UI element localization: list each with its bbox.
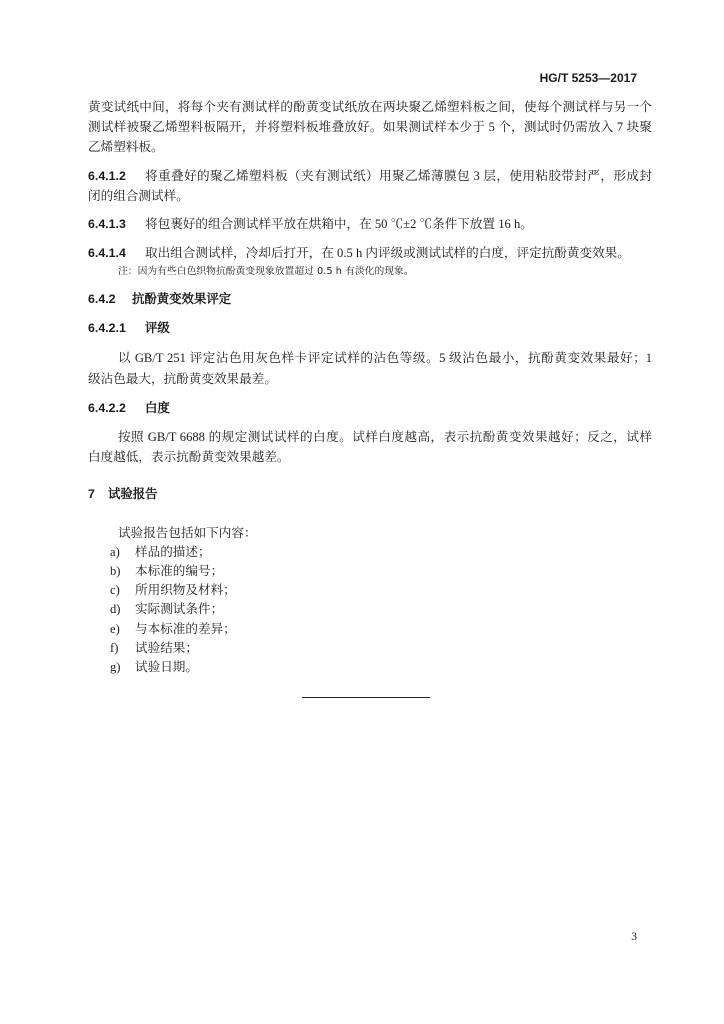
clause-text-line: 闭的组合测试样。 bbox=[88, 189, 189, 203]
section-title: 试验报告 bbox=[108, 487, 158, 501]
list-item-marker: g) bbox=[110, 660, 121, 674]
list-item-marker: d) bbox=[110, 602, 121, 616]
clause-number: 6.4.1.2 bbox=[88, 169, 126, 183]
clause-number: 6.4.2.1 bbox=[88, 321, 126, 335]
clause-text-line: 将重叠好的聚乙烯塑料板（夹有测试纸）用聚乙烯薄膜包 3 层，使用粘胶带封严，形成封 bbox=[145, 169, 652, 183]
list-item: 试验结果； bbox=[135, 641, 198, 655]
list-item-marker: f) bbox=[110, 641, 119, 655]
clause-text-line: 取出组合测试样，冷却后打开，在 0.5 h 内评级或测试试样的白度，评定抗酚黄变效果。 bbox=[145, 246, 630, 260]
list-item-marker: c) bbox=[110, 583, 120, 597]
clause-title: 抗酚黄变效果评定 bbox=[132, 292, 232, 306]
paragraph-line: 按照 GB/T 6688 的规定测试试样的白度。试样白度越高，表示抗酚黄变效果越好；反之，试样 bbox=[118, 430, 652, 444]
paragraph-line: 测试样被聚乙烯塑料板隔开，并将塑料板堆叠放好。如果测试样本少于 5 个，测试时仍需放入 7 块聚 bbox=[88, 120, 653, 134]
list-item: 与本标准的差异； bbox=[135, 622, 236, 636]
clause-number: 6.4.1.3 bbox=[88, 217, 126, 231]
page-number: 3 bbox=[631, 931, 637, 943]
list-item: 所用织物及材料； bbox=[135, 583, 236, 597]
paragraph-line: 黄变试纸中间，将每个夹有测试样的酚黄变试纸放在两块聚乙烯塑料板之间，使每个测试样与另一个 bbox=[88, 100, 652, 114]
list-item: 本标准的编号； bbox=[135, 564, 224, 578]
clause-title: 评级 bbox=[145, 321, 170, 335]
list-item: 样品的描述； bbox=[135, 545, 211, 559]
list-item: 实际测试条件； bbox=[135, 602, 224, 616]
list-item-marker: e) bbox=[110, 622, 120, 636]
clause-text-line: 将包裹好的组合测试样平放在烘箱中，在 50 ℃±2 ℃条件下放置 16 h。 bbox=[145, 217, 533, 231]
clause-note: 注：因为有些白色织物抗酚黄变现象放置超过 0.5 h 有淡化的现象。 bbox=[118, 266, 414, 277]
section-intro: 试验报告包括如下内容： bbox=[118, 526, 257, 540]
list-item-marker: a) bbox=[110, 545, 120, 559]
clause-number: 6.4.2.2 bbox=[88, 401, 126, 415]
clause-number: 6.4.2 bbox=[88, 292, 116, 306]
list-item: 试验日期。 bbox=[135, 660, 198, 674]
paragraph-line: 乙烯塑料板。 bbox=[88, 140, 164, 154]
section-number: 7 bbox=[88, 487, 95, 501]
clause-title: 白度 bbox=[145, 401, 170, 415]
end-of-text-rule bbox=[302, 697, 430, 698]
standard-code-header: HG/T 5253—2017 bbox=[539, 71, 637, 85]
clause-number: 6.4.1.4 bbox=[88, 246, 126, 260]
paragraph-line: 白度越低，表示抗酚黄变效果越差。 bbox=[88, 450, 290, 464]
paragraph-line: 以 GB/T 251 评定沾色用灰色样卡评定试样的沾色等级。5 级沾色最小，抗酚黄变效果最好；1 bbox=[118, 351, 652, 365]
paragraph-line: 级沾色最大，抗酚黄变效果最差。 bbox=[88, 372, 277, 386]
list-item-marker: b) bbox=[110, 564, 121, 578]
